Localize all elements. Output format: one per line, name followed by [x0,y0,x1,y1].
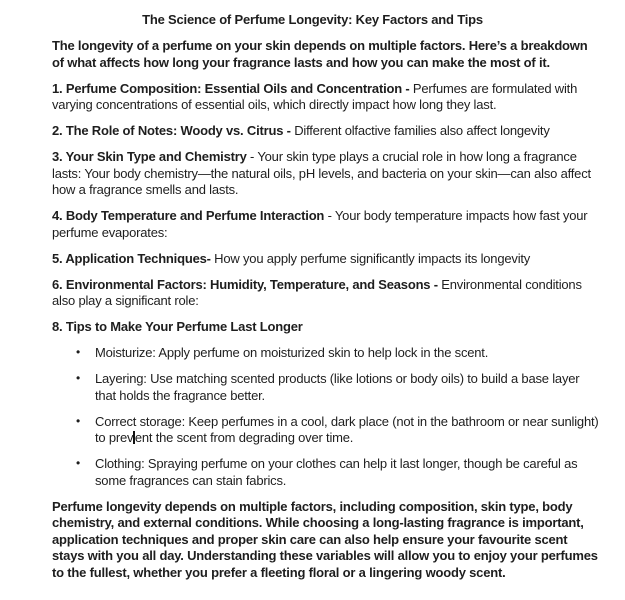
closing-paragraph[interactable]: Perfume longevity depends on multiple factors, including composition, skin type, body chemistry, and external conditions. While choosing a long-lasting fragrance is important, application techniques and proper skin care can also help ensure your favourite scent stays with you all day. Understanding these variables will allow you to enjoy your perfumes to the fullest, whether you prefer a fleeting floral or a lingering woody scent. [52,498,598,580]
list-item-layering[interactable] [52,371,599,404]
document-title[interactable]: The Science of Perfume Longevity: Key Factors and Tips [142,12,483,27]
section-heading: 1. Perfume Composition: Essential Oils and Concentration - [52,80,410,96]
section-body: Perfumes are formulated with varying concentrations of essential oils, which directly impact how long they last. [52,80,578,112]
section-body: How you apply perfume significantly impacts its longevity [210,250,531,266]
section-heading: 5. Application Techniques- [52,250,211,266]
tips-heading[interactable]: 8. Tips to Make Your Perfume Last Longer [52,319,303,334]
text-before-caret: Correct storage: Keep perfumes in a cool, dark place (not in the bathroom or near sunlight) to prev [95,413,599,445]
bullet-icon: • [76,371,81,385]
section-body: Different olfactive families also affect longevity [290,123,550,138]
bullet-icon: • [76,456,81,470]
list-item-text: Moisturize: Apply perfume on moisturized skin to help lock in the scent. [95,345,489,360]
intro-paragraph[interactable]: The longevity of a perfume on your skin depends on multiple factors. Here’s a breakdown of what affects how long your fragrance lasts and how you can make the most of it. [52,38,588,70]
section-heading: 2. The Role of Notes: Woody vs. Citrus - [52,123,291,138]
section-paragraph-5[interactable] [52,251,599,268]
text-after-caret: ent the scent from degrading over time. [134,430,354,445]
section-paragraph-3[interactable] [52,149,599,199]
section-paragraph-1[interactable] [52,81,599,114]
bullet-icon: • [76,413,81,428]
tips-list [52,345,599,489]
bullet-icon: • [76,345,81,359]
section-paragraph-2[interactable] [52,123,599,140]
section-paragraph-6[interactable] [52,277,599,310]
section-heading: 4. Body Temperature and Perfume Interaction [52,208,325,223]
list-item-storage[interactable] [52,414,599,447]
section-heading: 6. Environmental Factors: Humidity, Temperature, and Seasons - [52,276,438,292]
section-body: Environmental conditions also play a significant role: [52,276,582,308]
list-item-clothing[interactable] [52,456,599,489]
section-body: - Your body temperature impacts how fast your perfume evaporates: [52,208,588,240]
list-item-moisturize[interactable] [52,345,599,362]
list-item-text: Clothing: Spraying perfume on your clothes can help it last longer, though be careful as some fragrances can stain fabrics. [95,456,578,488]
section-paragraph-4[interactable] [52,208,599,241]
list-item-text: Layering: Use matching scented products (like lotions or body oils) to build a base layer that holds the fragrance better. [95,371,580,403]
list-item-text [95,414,599,446]
section-body: - Your skin type plays a crucial role in how long a fragrance lasts: Your body chemistry—the natural oils, pH levels, and bacteria on your skin—can also affect how a fragrance smells and lasts. [52,149,591,197]
section-heading: 3. Your Skin Type and Chemistry [52,149,247,164]
